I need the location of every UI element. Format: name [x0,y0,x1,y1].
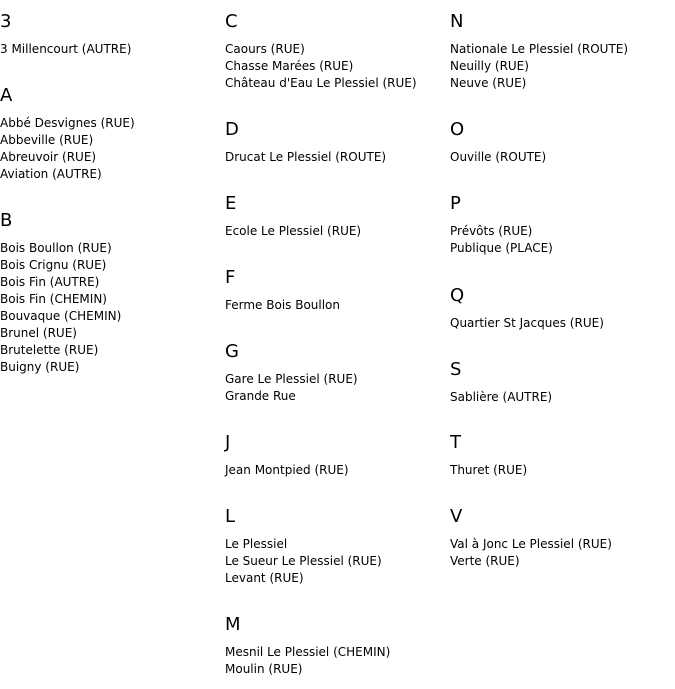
section-letter-heading: V [450,506,463,527]
section-letter-heading: E [225,193,237,214]
street-list-item [0,359,121,376]
street-link[interactable]: Val à Jonc Le Plessiel (RUE) [450,537,612,551]
section-letter-heading: N [450,11,464,32]
street-list-item [450,58,628,75]
street-list-item [225,570,382,587]
street-list-item [225,661,390,678]
street-link[interactable]: Grande Rue [225,389,296,403]
street-list-item [225,75,417,92]
section-letter-heading: M [225,614,241,635]
street-link[interactable]: Nationale Le Plessiel (ROUTE) [450,42,629,56]
section-letter-heading: L [225,506,236,527]
street-list [450,389,552,406]
street-list [225,297,340,314]
street-list [450,462,527,479]
street-list [225,149,386,166]
street-link[interactable]: 3 Millencourt (AUTRE) [0,42,132,56]
section-letter-heading: B [0,210,13,231]
street-link[interactable]: Ecole Le Plessiel (RUE) [225,224,362,238]
street-link[interactable]: Le Plessiel [225,537,288,551]
street-list-item [450,149,546,166]
street-link[interactable]: Thuret (RUE) [450,463,528,477]
street-list-item [225,536,382,553]
street-link[interactable]: Moulin (RUE) [225,662,303,676]
street-link[interactable]: Brunel (RUE) [0,326,77,340]
street-link[interactable]: Jean Montpied (RUE) [225,463,349,477]
street-list [0,115,135,183]
street-list [0,41,131,58]
street-link[interactable]: Buigny (RUE) [0,360,80,374]
section-letter-heading: S [450,359,462,380]
street-link[interactable]: Gare Le Plessiel (RUE) [225,372,358,386]
street-list-item [0,132,135,149]
street-link[interactable]: Sablière (AUTRE) [450,390,553,404]
street-link[interactable]: Verte (RUE) [450,554,520,568]
street-list-item [0,308,121,325]
section-letter-heading: C [225,11,238,32]
street-list-item [225,58,417,75]
street-link[interactable]: Publique (PLACE) [450,241,553,255]
street-list-item [450,41,628,58]
street-list-item [450,553,612,570]
street-list-item [450,462,527,479]
street-list-item [0,166,135,183]
section-letter-heading: J [225,432,231,453]
street-link[interactable]: Mesnil Le Plessiel (CHEMIN) [225,645,391,659]
street-list-item [225,41,417,58]
street-list [225,41,417,92]
street-list-item [450,240,553,257]
street-list-item [0,115,135,132]
street-link[interactable]: Bois Crignu (RUE) [0,258,107,272]
street-link[interactable]: Levant (RUE) [225,571,304,585]
street-link[interactable]: Abbeville (RUE) [0,133,94,147]
section-letter-heading: Q [450,285,465,306]
street-list-item [0,291,121,308]
street-list-item [0,274,121,291]
street-link[interactable]: Ferme Bois Boullon [225,298,341,312]
section-letter-heading: P [450,193,461,214]
street-list-item [450,75,628,92]
street-list [225,223,361,240]
street-link[interactable]: Quartier St Jacques (RUE) [450,316,604,330]
street-link[interactable]: Brutelette (RUE) [0,343,99,357]
street-list [450,149,546,166]
street-link[interactable]: Caours (RUE) [225,42,305,56]
street-list-item [225,388,358,405]
street-link[interactable]: Château d'Eau Le Plessiel (RUE) [225,76,417,90]
street-list-item [225,149,386,166]
street-list [225,644,390,678]
street-list-item [450,389,552,406]
street-link[interactable]: Abreuvoir (RUE) [0,150,97,164]
street-list-item [0,257,121,274]
section-letter-heading: G [225,341,239,362]
street-list-item [0,41,131,58]
street-list [450,223,553,257]
street-link[interactable]: Bois Fin (AUTRE) [0,275,100,289]
street-link[interactable]: Aviation (AUTRE) [0,167,102,181]
street-list-item [0,325,121,342]
street-list-item [0,240,121,257]
street-link[interactable]: Bouvaque (CHEMIN) [0,309,122,323]
section-letter-heading: O [450,119,465,140]
street-link[interactable]: Ouville (ROUTE) [450,150,547,164]
street-link[interactable]: Prévôts (RUE) [450,224,533,238]
street-list-item [225,644,390,661]
section-letter-heading: 3 [0,11,12,32]
street-list-item [0,149,135,166]
street-list-item [225,553,382,570]
street-link[interactable]: Chasse Marées (RUE) [225,59,354,73]
street-list-item [0,342,121,359]
street-link[interactable]: Drucat Le Plessiel (ROUTE) [225,150,387,164]
street-list-item [225,462,349,479]
street-list-item [450,223,553,240]
street-list-item [450,536,612,553]
street-link[interactable]: Le Sueur Le Plessiel (RUE) [225,554,382,568]
street-link[interactable]: Neuilly (RUE) [450,59,529,73]
section-letter-heading: D [225,119,239,140]
street-list-item [225,297,340,314]
section-letter-heading: T [450,432,461,453]
street-list [0,240,121,376]
street-list [225,536,382,587]
street-list-item [450,315,604,332]
street-link[interactable]: Bois Fin (CHEMIN) [0,292,107,306]
street-list [450,41,628,92]
street-list-item [225,223,361,240]
street-link[interactable]: Neuve (RUE) [450,76,527,90]
section-letter-heading: A [0,85,13,106]
street-list [450,536,612,570]
street-link[interactable]: Abbé Desvignes (RUE) [0,116,135,130]
street-list-item [225,371,358,388]
section-letter-heading: F [225,267,236,288]
street-list [225,371,358,405]
street-link[interactable]: Bois Boullon (RUE) [0,241,112,255]
street-list [450,315,604,332]
street-list [225,462,349,479]
